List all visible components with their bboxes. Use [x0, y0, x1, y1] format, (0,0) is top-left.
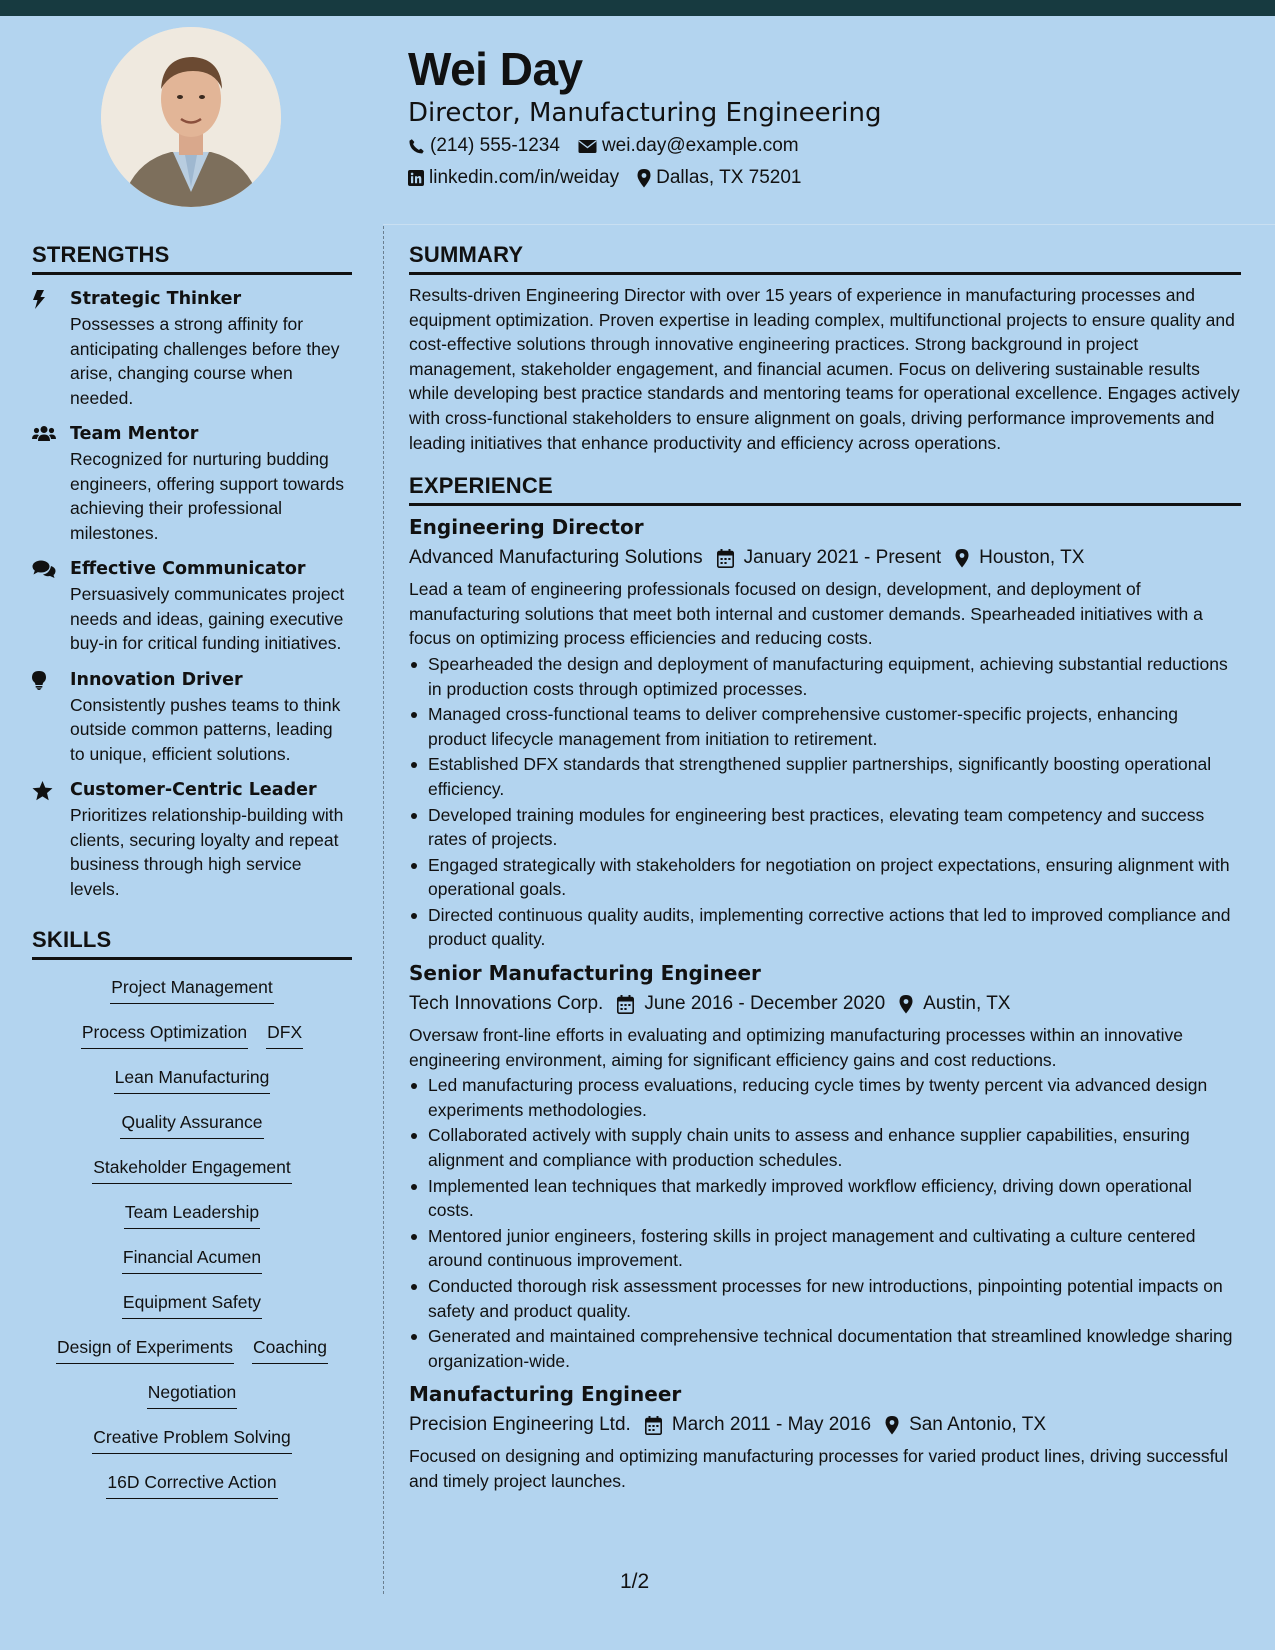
strength-item: [32, 422, 352, 545]
map-pin-icon: [955, 549, 969, 568]
job-entry: [409, 513, 1241, 952]
resume-header: [408, 40, 1248, 194]
strength-desc: Prioritizes relationship-building with clients, securing loyalty and repeat business through high service levels.: [70, 805, 344, 899]
job-bullets: [409, 652, 1241, 952]
contact-row-1: [408, 130, 1248, 162]
job-title: Senior Manufacturing Engineer: [409, 961, 761, 986]
bullet-item: Managed cross-functional teams to deliver comprehensive customer-specific projects, enhancing product lifecycle management from initiation to retirement.: [409, 702, 1241, 751]
left-column: [32, 240, 352, 1514]
profile-photo: [101, 27, 281, 207]
strength-item: [32, 668, 352, 767]
skill-tag: Quality Assurance: [120, 1109, 263, 1139]
phone-contact[interactable]: [408, 135, 560, 157]
skill-tag: Financial Acumen: [122, 1244, 262, 1274]
linkedin-icon: [408, 170, 424, 186]
job-meta: [409, 990, 1241, 1018]
header-divider: [383, 224, 1275, 225]
bullet-item: Directed continuous quality audits, implementing corrective actions that led to improved compliance and product quality.: [409, 903, 1241, 952]
envelope-icon: [578, 139, 597, 154]
strength-name: Effective Communicator: [70, 559, 306, 579]
bullet-item: Collaborated actively with supply chain units to assess and enhance supplier capabilities, ensuring alignment and compliance with production schedules.: [409, 1123, 1241, 1172]
job-title: Manufacturing Engineer: [409, 1382, 682, 1407]
bullet-item: Developed training modules for engineering best practices, elevating team competency and success rates of projects.: [409, 803, 1241, 852]
skill-tag: Coaching: [252, 1334, 328, 1364]
skill-tag: 16D Corrective Action: [106, 1469, 277, 1499]
calendar-icon: [645, 1416, 662, 1435]
skill-tag: Equipment Safety: [122, 1289, 262, 1319]
job-title: Engineering Director: [409, 515, 644, 540]
strength-name: Innovation Driver: [70, 669, 243, 690]
lightbulb-icon: [32, 671, 46, 690]
company-name: Precision Engineering Ltd.: [409, 1414, 631, 1436]
skill-tag: Project Management: [110, 974, 273, 1004]
company-name: Tech Innovations Corp.: [409, 993, 604, 1015]
skill-tag: Creative Problem Solving: [92, 1424, 291, 1454]
bullet-item: Mentored junior engineers, fostering skills in project management and cultivating a culture centered around continuous improvement.: [409, 1224, 1241, 1273]
linkedin-contact[interactable]: [408, 167, 619, 189]
skill-tag: Design of Experiments: [56, 1334, 234, 1364]
bullet-item: Led manufacturing process evaluations, reducing cycle times by twenty percent via advanced design experiments methodologies.: [409, 1073, 1241, 1122]
skill-tag: Process Optimization: [81, 1019, 248, 1049]
bullet-item: Spearheaded the design and deployment of manufacturing equipment, achieving substantial reductions in production costs through optimized processes.: [409, 652, 1241, 701]
location-text: Dallas, TX 75201: [656, 167, 802, 188]
strength-desc: Persuasively communicates project needs and ideas, gaining executive buy-in for critical funding initiatives.: [70, 584, 345, 653]
email-contact[interactable]: [578, 135, 799, 157]
bullet-item: Implemented lean techniques that markedly improved workflow efficiency, driving down operational costs.: [409, 1174, 1241, 1223]
bullet-item: Generated and maintained comprehensive technical documentation that streamlined knowledge sharing organization-wide.: [409, 1324, 1241, 1373]
job-meta: [409, 544, 1241, 572]
skills-heading: SKILLS: [32, 925, 352, 960]
job-location: Houston, TX: [979, 547, 1085, 569]
skills-section: [32, 925, 352, 1514]
skill-tag: DFX: [266, 1019, 303, 1049]
email-address: wei.day@example.com: [601, 135, 799, 156]
experience-heading: EXPERIENCE: [409, 471, 1241, 506]
job-description: Lead a team of engineering professionals focused on design, development, and deployment of manufacturing solutions that meet both internal and customer demands. Spearheaded initiatives with a focus on optimizing process efficiencies and reducing costs.: [409, 579, 1203, 649]
column-divider: [383, 226, 384, 1594]
skill-tag: Team Leadership: [124, 1199, 260, 1229]
map-pin-icon: [885, 1416, 899, 1435]
job-description: Focused on designing and optimizing manufacturing processes for varied product lines, driving successful and timely project launches.: [409, 1446, 1229, 1491]
location-contact: [637, 167, 801, 189]
skill-tag: Lean Manufacturing: [114, 1064, 271, 1094]
skill-tag: Negotiation: [147, 1379, 238, 1409]
skill-list: [32, 974, 352, 1514]
candidate-name: Wei Day: [408, 43, 583, 95]
bullet-item: Established DFX standards that strengthened supplier partnerships, significantly boosting operational efficiency.: [409, 752, 1241, 801]
summary-text: Results-driven Engineering Director with over 15 years of experience in manufacturing processes and equipment optimization. Proven expertise in leading complex, multifunctional projects to ensure quality and cost-effective solutions through innovative engineering practices. Strong background in project management, stakeholder engagement, and financial acumen. Focus on delivering sustainable results while developing best practice standards and mentoring teams for operational excellence. Engages actively with cross-functional stakeholders to ensure alignment on goals, driving performance improvements and leading initiatives that enhance productivity and efficiency across operations.: [409, 285, 1240, 453]
strength-name: Team Mentor: [70, 424, 199, 444]
job-location: San Antonio, TX: [909, 1414, 1047, 1436]
linkedin-url: linkedin.com/in/weiday: [429, 167, 620, 188]
bolt-icon: [32, 290, 46, 309]
contact-row-2: [408, 162, 1248, 194]
job-dates: March 2011 - May 2016: [671, 1414, 872, 1436]
strength-name: Strategic Thinker: [70, 289, 242, 309]
bullet-item: Engaged strategically with stakeholders for negotiation on project expectations, ensuring alignment with operational goals.: [409, 853, 1241, 902]
calendar-icon: [717, 549, 734, 568]
star-icon: [32, 781, 53, 801]
skill-tag: Stakeholder Engagement: [92, 1154, 292, 1184]
phone-number: (214) 555-1234: [430, 135, 560, 156]
map-pin-icon: [899, 995, 913, 1014]
strength-item: [32, 778, 352, 901]
job-bullets: [409, 1073, 1241, 1373]
users-icon: [32, 425, 56, 442]
page-number: 1/2: [620, 1570, 650, 1593]
strength-name: Customer-Centric Leader: [70, 780, 317, 800]
job-entry: [409, 959, 1241, 1373]
strength-desc: Possesses a strong affinity for anticipating challenges before they arise, changing course when needed.: [70, 314, 340, 408]
strength-item: [32, 557, 352, 656]
company-name: Advanced Manufacturing Solutions: [409, 547, 703, 569]
right-column: [409, 240, 1241, 1494]
top-bar: [0, 0, 1275, 16]
strength-desc: Recognized for nurturing budding engineers, offering support towards achieving their professional milestones.: [70, 449, 345, 543]
strength-desc: Consistently pushes teams to think outside common patterns, leading to unique, efficient solutions.: [70, 694, 341, 764]
map-pin-icon: [637, 169, 651, 188]
calendar-icon: [617, 995, 634, 1014]
summary-heading: SUMMARY: [409, 240, 1241, 275]
candidate-title: Director, Manufacturing Engineering: [408, 98, 882, 128]
comments-icon: [32, 560, 56, 578]
strengths-heading: STRENGTHS: [32, 240, 352, 275]
job-entry: [409, 1380, 1241, 1493]
job-location: Austin, TX: [923, 993, 1011, 1015]
job-description: Oversaw front-line efforts in evaluating and optimizing manufacturing processes within an innovative engineering environment, aiming for significant efficiency gains and cost reductions.: [409, 1025, 1183, 1070]
job-meta: [409, 1411, 1241, 1439]
job-dates: June 2016 - December 2020: [644, 993, 886, 1015]
bullet-item: Conducted thorough risk assessment processes for new introductions, pinpointing potential impacts on safety and product quality.: [409, 1274, 1241, 1323]
phone-icon: [408, 138, 425, 155]
strength-item: [32, 287, 352, 410]
job-dates: January 2021 - Present: [743, 547, 942, 569]
